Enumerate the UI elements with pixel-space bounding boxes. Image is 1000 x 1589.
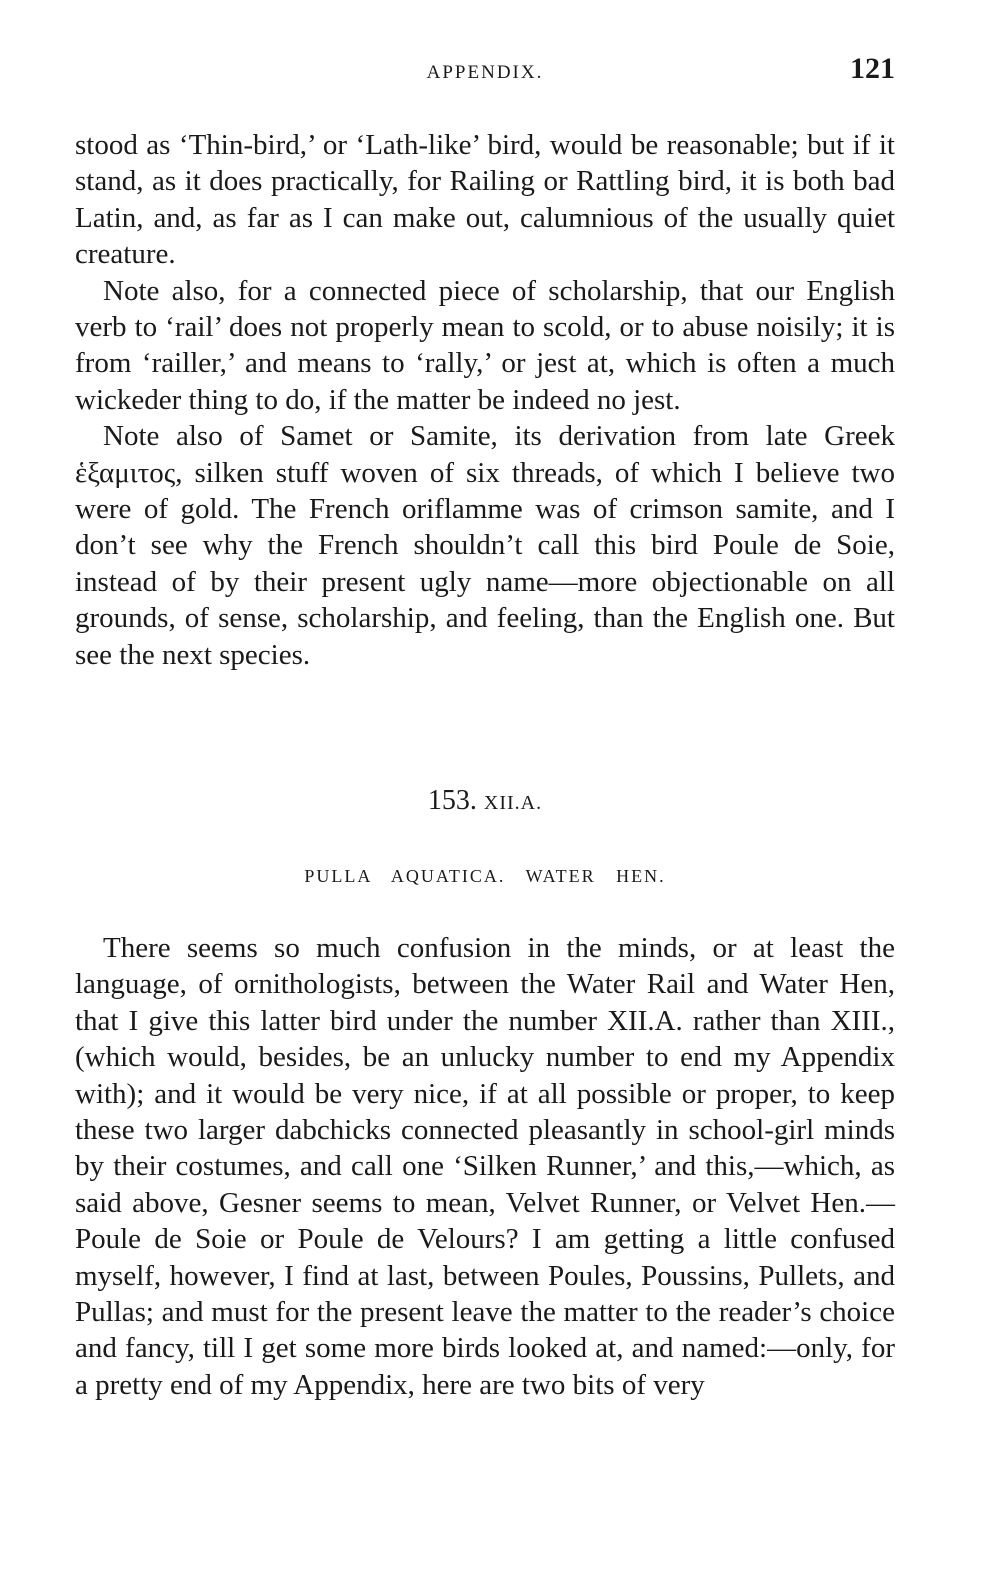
text-block-top [75, 127, 895, 673]
paragraph: Note also of Samet or Samite, its derivation from late Greek ἑξαμιτος, silken stuff woven of six threads, of which I believe two were of gold. The French oriflamme was of crimson samite, and I don’t see why the French shouldn’t call this bird Poule de Soie, instead of by their present ugly name—more objectionable on all grounds, of sense, scholarship, and feeling, than the English one. But see the next species. [75, 420, 895, 671]
running-head [75, 52, 895, 92]
section-number-sub: XII.A. [483, 792, 543, 814]
text-block-bottom [75, 930, 895, 1403]
paragraph: There seems so much confusion in the minds, or at least the language, of ornithologists, between the Water Rail and Water Hen, that I give this latter bird under the number XII.A. rather than XIII., (which would, besides, be an unlucky number to end my Appendix with); and it would be very nice, if at all possible or proper, to keep these two larger dabchicks connected pleasantly in school-girl minds by their costumes, and call one ‘Silken Runner,’ and this,—which, as said above, Gesner seems to mean, Velvet Runner, or Velvet Hen.—Poule de Soie or Poule de Velours? I am getting a little confused myself, however, I find at last, between Poules, Poussins, Pullets, and Pullas; and must for the present leave the matter to the reader’s choice and fancy, till I get some more birds looked at, and named:—only, for a pretty end of my Appendix, here are two bits of very [75, 932, 895, 1401]
paragraph: stood as ‘Thin-bird,’ or ‘Lath-like’ bird, would be reasonable; but if it stand, as it does practically, for Railing or Rattling bird, it is both bad Latin, and, as far as I can make out, calumnious of the usually quiet creature. [75, 129, 895, 271]
page-number: 121 [850, 52, 895, 85]
paragraph: Note also, for a connected piece of scholarship, that our English verb to ‘rail’ does not properly mean to scold, or to abuse noisily; it is from ‘railler,’ and means to ‘rally,’ or jest at, which is often a much wickeder thing to do, if the matter be indeed no jest. [75, 274, 895, 416]
section-title: PULLA AQUATICA. WATER HEN. [304, 866, 666, 886]
section-number-main: 153. [427, 785, 477, 816]
running-title: APPENDIX. [426, 62, 544, 83]
section-number [75, 785, 895, 817]
